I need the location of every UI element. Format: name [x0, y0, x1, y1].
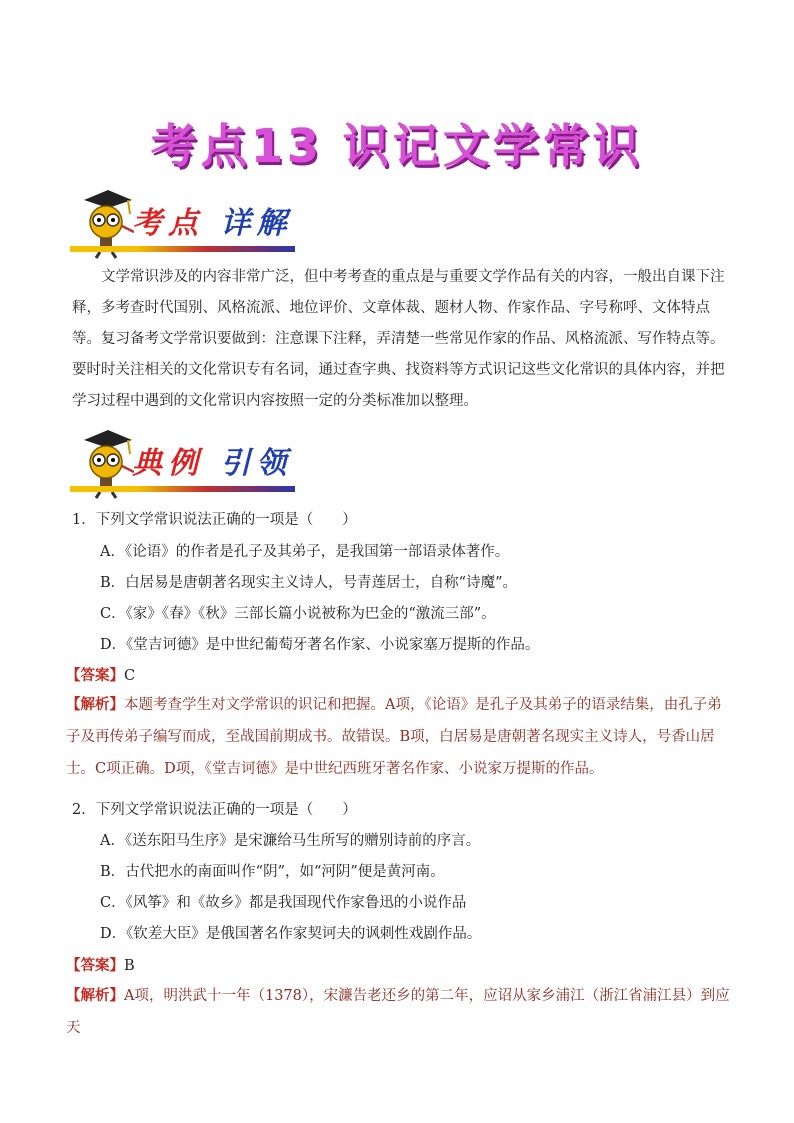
question-2-option-a: A．《送东阳马生序》是宋濂给马生所写的赠别诗前的序言。 — [100, 833, 481, 849]
question-1-option-c: C．《家》《春》《秋》三部长篇小说被称为巴金的“激流三部”。 — [100, 606, 496, 622]
answer-value: C — [124, 668, 136, 684]
question-2-option-b: B．古代把水的南面叫作“阴”，如“河阴”便是黄河南。 — [100, 864, 445, 880]
question-2-answer — [66, 954, 135, 975]
question-2-explanation — [66, 980, 730, 1044]
section-underline — [70, 246, 295, 252]
answer-tag: 【答案】 — [66, 957, 124, 974]
question-1-option-b: B．白居易是唐朝著名现实主义诗人，号青莲居士，自称“诗魔”。 — [100, 575, 517, 591]
explanation-text: A项，明洪武十一年（1378），宋濂告老还乡的第二年，应诏从家乡浦江（浙江省浦江县）到应天 — [66, 988, 730, 1036]
section-underline — [70, 486, 295, 492]
answer-tag: 【答案】 — [66, 667, 124, 684]
section-title-part2: 引领 — [220, 446, 293, 481]
section-title-part2: 详解 — [220, 206, 293, 241]
section-title-part1: 典例 — [132, 446, 204, 481]
question-2-option-d: D．《钦差大臣》是俄国著名作家契诃夫的讽刺性戏剧作品。 — [100, 926, 482, 942]
question-2-stem: 2．下列文学常识说法正确的一项是（ ） — [72, 802, 357, 818]
explanation-tag: 【解析】 — [66, 696, 124, 713]
intro-paragraph-1: 文学常识涉及的内容非常广泛，但中考考查的重点是与重要文学作品有关的内容，一般出自课下注释，多考查时代国别、风格流派、地位评价、文章体裁、题材人物、作家作品、字号称呼、文体特点等。 — [72, 269, 725, 347]
section-header-dianli — [70, 426, 300, 506]
section-header-kaodian — [70, 186, 300, 266]
answer-value: B — [124, 958, 135, 974]
question-1-answer — [66, 664, 135, 685]
question-1-explanation — [66, 689, 730, 785]
question-2-option-c: C．《风筝》和《故乡》都是我国现代作家鲁迅的小说作品 — [100, 895, 467, 911]
question-1-option-a: A．《论语》的作者是孔子及其弟子，是我国第一部语录体著作。 — [100, 544, 510, 560]
section-title-part1: 考点 — [132, 206, 204, 241]
explanation-text: 本题考查学生对文学常识的识记和把握。A项，《论语》是孔子及其弟子的语录结集，由孔子弟子及再传弟子编写而成，至战国前期成书。故错误。B项，白居易是唐朝著名现实主义诗人，号香山居士。C项正确。D项，《堂吉诃德》是中世纪西班牙著名作家、小说家万提斯的作品。 — [66, 697, 722, 777]
intro-paragraph-2: 复习备考文学常识要做到：注意课下注释，弄清楚一些常见作家的作品、风格流派、写作特点等。要时时关注相关的文化常识专有名词，通过查字典、找资料等方式识记这些文化常识的具体内容，并把学习过程中遇到的文化常识内容按照一定的分类标准加以整理。 — [72, 331, 725, 409]
explanation-tag: 【解析】 — [66, 987, 124, 1004]
question-1-stem: 1．下列文学常识说法正确的一项是（ ） — [72, 512, 357, 528]
question-1-option-d: D．《堂吉诃德》是中世纪葡萄牙著名作家、小说家塞万提斯的作品。 — [100, 637, 540, 653]
page-title: 考点13 识记文学常识 — [150, 119, 644, 173]
